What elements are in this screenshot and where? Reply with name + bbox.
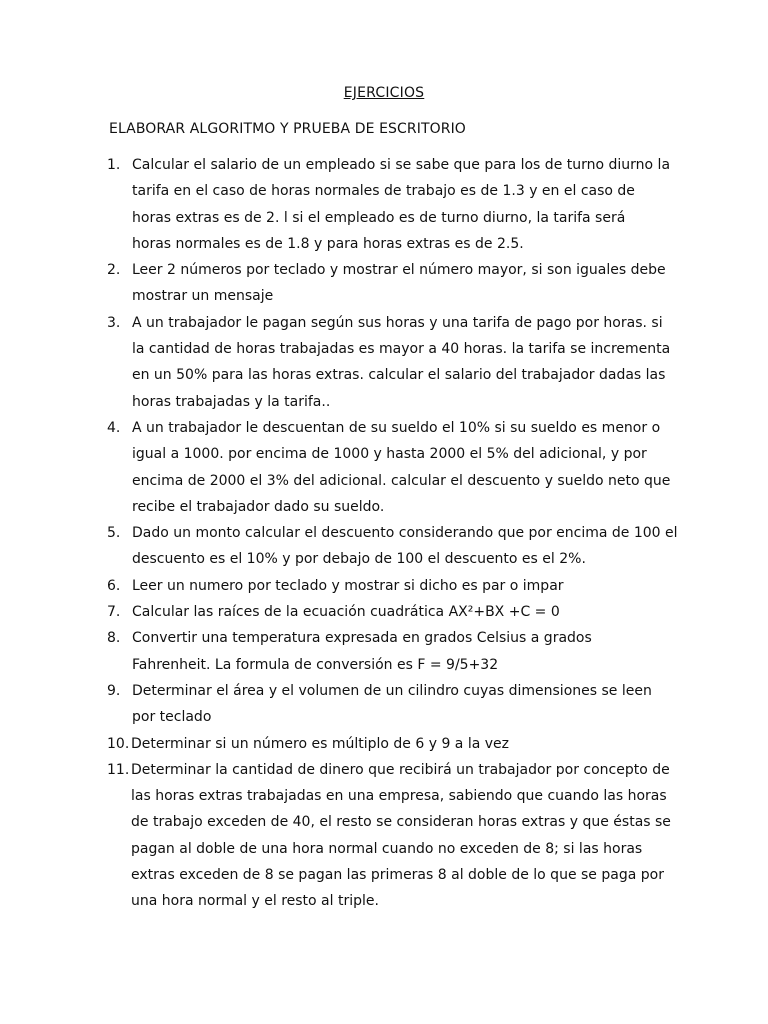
exercise-item: [107, 415, 671, 520]
exercise-text-line: Dado un monto calcular el descuento considerando que por encima de 100 el: [132, 525, 678, 542]
exercise-text-line: las horas extras trabajadas en una empresa, sabiendo que cuando las horas: [131, 788, 667, 805]
exercise-number: 10.: [107, 735, 130, 752]
exercise-text-line: Determinar la cantidad de dinero que recibirá un trabajador por concepto de: [131, 761, 670, 778]
exercise-text-line: extras exceden de 8 se pagan las primeras 8 al doble de lo que se paga por: [131, 867, 664, 884]
exercise-text-line: encima de 2000 el 3% del adicional. calcular el descuento y sueldo neto que: [132, 472, 671, 489]
exercise-text-line: la cantidad de horas trabajadas es mayor a 40 horas. la tarifa se incrementa: [132, 341, 671, 358]
exercise-item: [107, 257, 666, 310]
exercise-item: [107, 599, 660, 625]
exercise-item: [107, 625, 660, 678]
document-subtitle: ELABORAR ALGORITMO Y PRUEBA DE ESCRITORIO: [109, 121, 466, 137]
exercise-list: [107, 152, 678, 915]
exercise-number: 9.: [107, 682, 121, 699]
exercise-item: [107, 678, 660, 731]
exercise-text-line: Fahrenheit. La formula de conversión es F = 9/5+32: [132, 656, 499, 673]
exercise-text-line: horas trabajadas y la tarifa..: [132, 393, 331, 410]
exercise-text-line: horas normales es de 1.8 y para horas extras es de 2.5.: [132, 235, 524, 252]
exercise-text-line: Determinar si un número es múltiplo de 6 y 9 a la vez: [131, 735, 510, 752]
exercise-item: [107, 152, 671, 257]
document-title: EJERCICIOS: [343, 85, 425, 101]
exercise-number: 11.: [107, 761, 130, 778]
exercise-text-line: en un 50% para las horas extras. calcular el salario del trabajador dadas las: [132, 367, 666, 384]
exercise-number: 3.: [107, 314, 121, 331]
exercise-text-line: mostrar un mensaje: [132, 288, 274, 305]
exercise-item: [107, 573, 660, 599]
exercise-number: 4.: [107, 419, 121, 436]
exercise-text-line: Calcular el salario de un empleado si se sabe que para los de turno diurno la: [132, 157, 671, 173]
exercise-text-line: Convertir una temperatura expresada en grados Celsius a grados: [132, 630, 592, 647]
exercise-text-line: por teclado: [132, 709, 212, 726]
exercise-text-line: igual a 1000. por encima de 1000 y hasta 2000 el 5% del adicional, y por: [132, 446, 647, 463]
exercise-text-line: recibe el trabajador dado su sueldo.: [132, 498, 385, 515]
exercise-text-line: pagan al doble de una hora normal cuando no exceden de 8; si las horas: [131, 840, 643, 857]
exercise-text-line: A un trabajador le pagan según sus horas y una tarifa de pago por horas. si: [132, 314, 663, 331]
exercise-text-line: Leer un numero por teclado y mostrar si dicho es par o impar: [132, 577, 564, 594]
exercise-text-line: Calcular las raíces de la ecuación cuadrática AX²+BX +C = 0: [132, 604, 560, 621]
exercise-number: 7.: [107, 604, 121, 621]
exercise-text-line: tarifa en el caso de horas normales de trabajo es de 1.3 y en el caso de: [132, 183, 635, 200]
exercise-item: [107, 310, 671, 415]
exercise-item: [107, 520, 678, 573]
exercise-number: 5.: [107, 525, 121, 542]
exercise-text-line: descuento es el 10% y por debajo de 100 el descuento es el 2%.: [132, 551, 586, 568]
exercise-item: [107, 731, 660, 757]
exercise-text-line: A un trabajador le descuentan de su sueldo el 10% si su sueldo es menor o: [132, 419, 661, 436]
exercise-text-line: una hora normal y el resto al triple.: [131, 893, 379, 910]
exercise-item: [107, 757, 671, 915]
exercise-text-line: de trabajo exceden de 40, el resto se consideran horas extras y que éstas se: [131, 814, 671, 831]
exercise-text-line: horas extras es de 2. l si el empleado es de turno diurno, la tarifa será: [132, 209, 626, 226]
exercise-number: 2.: [107, 262, 121, 279]
exercise-number: 8.: [107, 630, 121, 647]
exercise-number: 1.: [107, 157, 121, 173]
exercise-text-line: Leer 2 números por teclado y mostrar el número mayor, si son iguales debe: [132, 262, 666, 279]
exercise-text-line: Determinar el área y el volumen de un cilindro cuyas dimensiones se leen: [132, 682, 652, 699]
exercise-number: 6.: [107, 577, 121, 594]
